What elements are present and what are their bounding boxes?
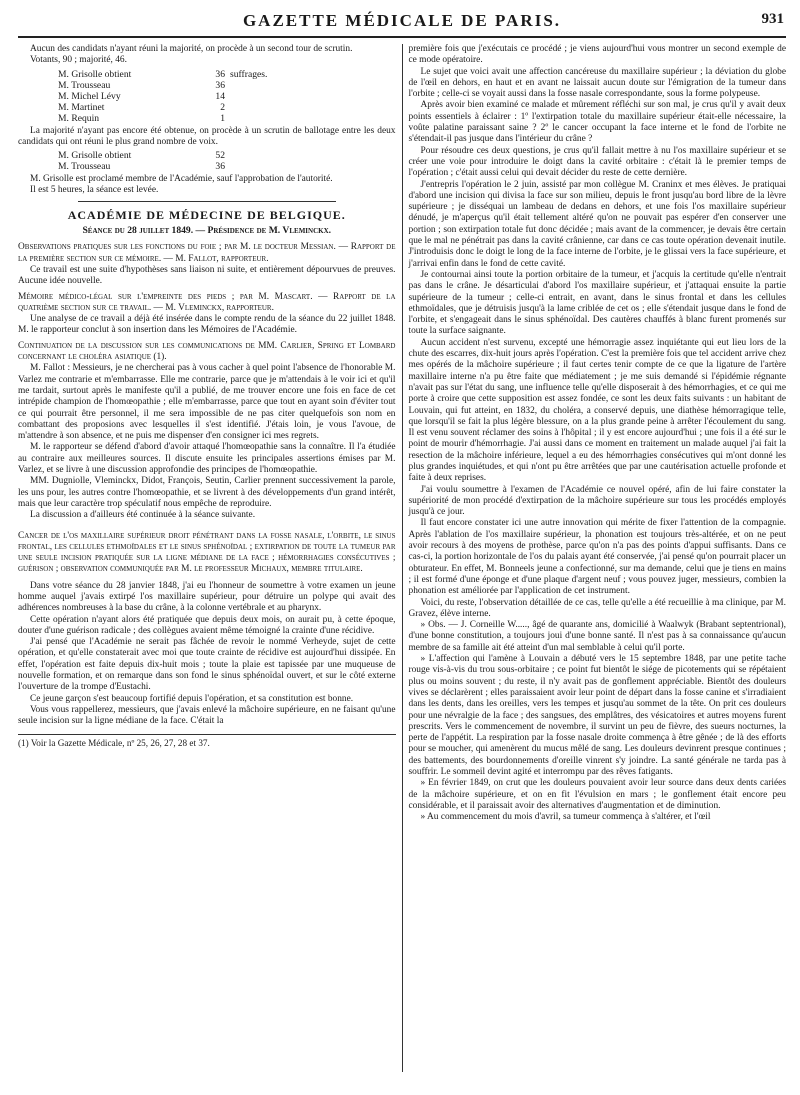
paragraph: Aucun accident n'est survenu, excepté une hémorragie assez inquiétante qui eut lieu lors de la chute des escarres, dix-huit jours après l'opération. C'est la première fois que tel accident arrive chez mes opérés de la mâchoire supérieure ; il faut certes tenir compte de ce que la ligature de l'artère maxillaire interne n'a pu être faite que médiatement ; je me suis demandé si l'épidémie régnante n'avait pas sur l'état du sang, une influence telle qu'elle disposerait à des hémorrhagies, et ce qui me porte à croire que cette supposition est assez fondée, ce sont les deux faits suivants : un habitant de Louvain, qui fut atteint, en 1832, du choléra, a conservé depuis, une diathèse hémorragique telle, que lorsqu'il se fait la plus légère blessure, on a la plus grande peine à arrêter l'écoulement du sang. Il est venu souvent réclamer des soins à l'hôpital ; il y est encore aujourd'hui ; une fois il a été sur le point de mourir d'hémorrhagie. J'ai aussi dans ce moment en traitement un malade auquel j'ai fait la resection de la mâchoire inférieure, lequel a eu des hémorrhagies consécutives qui m'ont donné les plus grandes inquiétudes, et qui n'ont pu être arrêtées que par une cautérisation actuelle profonde et faite à deux reprises. — [408, 337, 786, 484]
vote-row: M. Grisolle obtient 52 — [58, 150, 225, 162]
paragraph: » Obs. — J. Corneille W....., âgé de quarante ans, domicilié à Waalwyk (Brabant septentrional), d'une bonne constitution, a toujours joui d'une bonne santé. Il n'est pas à sa connaissance qu'aucun membre de sa famille ait été atteint d'un mal semblable à celui qu'il porte. — [408, 620, 786, 653]
vote-row: M. Grisolle obtient 36 suffrages. — [58, 68, 268, 80]
subsection-title: Mémoire médico-légal sur l'empreinte des pieds ; par M. Mascart. — Rapport de la quatrième section sur ce travail. — M. Vleminckx, rapporteur. — [18, 291, 396, 313]
page-number: 931 — [761, 11, 784, 27]
subsection-title: Cancer de l'os maxillaire supérieur droit pénétrant dans la fosse nasale, l'orbite, le sinus frontal, les cellules ethmoïdales et le sinus sphénoïdal ; extirpation de toute la tumeur par une seule incision pratiquée sur la ligne médiane de la face ; hémorrhagies consécutives ; guérison ; observation communiquée par M. le professeur Michaux, membre titulaire. — [18, 530, 396, 575]
paragraph: La majorité n'ayant pas encore été obtenue, on procède à un scrutin de ballotage entre les deux candidats qui ont réuni le plus grand nombre de voix. — [18, 125, 396, 147]
paragraph: Cette opération n'ayant alors été pratiquée que depuis deux mois, on aurait pu, à cette époque, douter d'une guérison radicale ; des collègues avaient même témoigné la crainte d'une récidive. — [18, 614, 396, 636]
academy-title: ACADÉMIE DE MÉDECINE DE BELGIQUE. — [67, 207, 346, 222]
paragraph: M. Fallot : Messieurs, je ne chercherai pas à vous cacher à quel point l'absence de l'honorable M. Varlez me contrarie et m'embarrasse. Elle me contrarie, parce que je m'attendais à le voir ici et qu'il me tardait, surtout après le manifeste qu'il a publié, de me trouver encore une fois en face de cet intrépide champion de l'homœopathie ; elle m'embarrasse, parce que tout en ayant soin d'éviter tout ce qui pourrait être personnel, il me sera impossible de ne pas citer quelquefois son nom en combattant des proposions avec lesquelles il s'est identifié. J'étais loin, je vous l'avoue, de m'attendre à son absence, et ne puis me dispenser d'en consigner ici mes regrets. — [18, 363, 396, 442]
vote-row: M. Trousseau 36 — [58, 79, 225, 91]
paragraph: Dans votre séance du 28 janvier 1848, j'ai eu l'honneur de soumettre à votre examen un jeune homme auquel j'avais extirpé l'os maxillaire supérieur, pour détruire un polype qui avait des adhérences nombreuses à la base du crâne, à la colonne vertébrale et au pharynx. — [18, 580, 396, 614]
paragraph: Après avoir bien examiné ce malade et mûrement réfléchi sur son mal, je crus qu'il y avait deux points essentiels à éclairer : 1º l'extirpation totale du maxillaire supérieur était-elle nécessaire, la voûte palatine paraissant saine ? 2º le cancer occupant la face interne et le fond de l'orbite ne s'étendait-il pas jusque dans l'intérieur du crâne ? — [408, 100, 786, 145]
paragraph: Ce jeune garçon s'est beaucoup fortifié depuis l'opération, et sa constitution est bonne. — [30, 693, 354, 704]
columns — [18, 44, 786, 1072]
session-heading: Séance du 28 juillet 1849. — Présidence de M. Vleminckx. — [82, 225, 332, 237]
section-divider — [78, 201, 336, 202]
paragraph: J'ai pensé que l'Académie ne serait pas fâchée de revoir le nommé Verheyde, sujet de cette opération, et qu'elle constaterait avec moi que toute crainte de récidive est aujourd'hui dissipée. En effet, l'opération est faite depuis dix-huit mois ; toute la plaie est tapissée par une muqueuse de nouvelle formation, et on remarque dans son fond le sinus sphénoïdal ouvert, et sur le côté externe l'ouverture de la trompe d'Eustachi. — [18, 637, 396, 693]
paragraph: » Au commencement du mois d'avril, sa tumeur commença à s'altérer, et l'œil — [420, 812, 711, 823]
newspaper-page — [18, 6, 786, 1086]
vote-row: M. Martinet 2 — [58, 101, 225, 113]
journal-title: GAZETTE MÉDICALE DE PARIS. — [242, 11, 562, 30]
vote-table-1 — [18, 69, 396, 124]
paragraph: Une analyse de ce travail a déjà été insérée dans le compte rendu de la séance du 22 juillet 1848. M. le rapporteur conclut à son insertion dans les Mémoires de l'Académie. — [18, 314, 396, 336]
votes-summary: Votants, 90 ; majorité, 46. — [30, 55, 127, 66]
paragraph: Il est 5 heures, la séance est levée. — [30, 185, 159, 196]
paragraph: Pour résoudre ces deux questions, je crus qu'il fallait mettre à nu l'os maxillaire supérieur et se créer une voie pour introduire le doigt dans la cavité orbitaire : c'était là le premier temps de l'opération ; c'était aussi celui qui devait décider du reste de cette dernière. — [408, 145, 786, 179]
paragraph: » L'affection qui l'amène à Louvain a débuté vers le 15 septembre 1848, par une petite tache rouge vis-à-vis du trou sous-orbitaire ; ce point fut bientôt le siége de picotements qui se répétaient plus ou moins souvent ; du reste, il n'y avait pas de gonflement appréciable. Bientôt des douleurs vives se déclarèrent ; elles paraissaient avoir leur point de départ dans la fosse canine et s'irradiaient dans les dents, dans les oreilles, vers les tempes et jusqu'au sommet de la tête. On prit ces douleurs pour une névralgie de la face ; des sangsues, des emplâtres, des vésicatoires et autres moyens furent prescrits. Vers le commencement de novembre, il survint un peu de fièvre, des sueurs nocturnes, la perte de l'appétit. La respiration par la fosse nasale droite commença à être gênée ; de là des efforts pour se moucher, qui amenèrent du mucus mêlé de sang. Les douleurs devinrent presque continues ; des battements, des bourdonnements d'oreille vinrent s'y joindre. La santé générale ne tarda pas à souffrir. Le sommeil devint agité et interrompu par des rêves fatigants. — [408, 654, 786, 777]
paragraph: MM. Dugniolle, Vleminckx, Didot, François, Seutin, Carlier prennent successivement la parole, les uns pour, les autres contre l'homœopathie, et se livrent à des développements d'un grand intérêt, mais que leur caractère trop spéculatif nous empêche de reproduire. — [18, 476, 396, 509]
paragraph: M. Grisolle est proclamé membre de l'Académie, sauf l'approbation de l'autorité. — [30, 174, 333, 185]
paragraph: » En février 1849, on crut que les douleurs pouvaient avoir leur source dans deux dents cariées de la mâchoire supérieure, et on en fit l'évulsion en mars ; le gonflement était encore peu considérable, et il paraissait avoir des alternatives d'augmentation et de diminution. — [408, 778, 786, 811]
paragraph: Le sujet que voici avait une affection cancéreuse du maxillaire supérieur ; la déviation du globe de l'œil en dehors, en haut et en avant ne laissait aucun doute sur l'émigration de la tumeur dans l'orbite ; celle-ci se voyait aussi dans la fosse nasale correspondante, sous la forme polypeuse. — [408, 66, 786, 100]
vote-table-2 — [18, 150, 396, 172]
paragraph: La discussion a d'ailleurs été continuée à la séance suivante. — [30, 510, 256, 521]
paragraph: Il faut encore constater ici une autre innovation qui mérite de fixer l'attention de la compagnie. Après l'ablation de l'os maxillaire supérieur, la phonation est toujours très-altérée, et on ne peut avoir recours à des moyens de prothèse, parce qu'on n'a pas des points d'appui suffisants. Dans ce cas-ci, la portion horizontale de l'os du palais ayant été conservée, j'ai pensé qu'on pourrait placer un obturateur. En effet, M. Bonneels jeune a confectionné, sur ma demande, celui que je tiens en mains ; il est formé d'une éponge et d'une plaque d'argent neuf ; vous pouvez juger, messieurs, combien la phonation est améliorée par l'application de cet instrument. — [408, 518, 786, 597]
paragraph: J'ai voulu soumettre à l'examen de l'Académie ce nouvel opéré, afin de lui faire constater la supériorité de mon procédé d'extirpation de la mâchoire supérieure sur tous les procédés employés jusqu'à ce jour. — [408, 484, 786, 518]
vote-row: M. Requin 1 — [58, 112, 225, 124]
subsection-title: Observations pratiques sur les fonctions du foie ; par M. le docteur Messian. — Rapport de la première section sur ce mémoire. — M. Fallot, rapporteur. — [18, 242, 396, 264]
footnote: (1) Voir la Gazette Médicale, nº 25, 26, 27, 28 et 37. — [18, 734, 396, 749]
right-column — [403, 44, 787, 1072]
subsection-title: Continuation de la discussion sur les communications de MM. Carlier, Spring et Lombard concernant le choléra asiatique (1). — [18, 340, 396, 363]
paragraph: Vous vous rappellerez, messieurs, que j'avais enlevé la mâchoire supérieure, en ne faisant qu'une seule incision sur la ligne médiane de la face. C'était la — [18, 704, 396, 727]
paragraph: Ce travail est une suite d'hypothèses sans liaison ni suite, et entièrement dépourvues de preuves. Aucune idée nouvelle. — [18, 264, 396, 287]
paragraph: M. le rapporteur se défend d'abord d'avoir attaqué l'homœopathie sans la connaître. Il l'a étudiée au contraire aux meilleures sources. Il discute ensuite les principales assertions émises par M. Varlez, et se livre à une discussion approfondie des principes de l'homœopathie. — [18, 442, 396, 476]
vote-row: M. Trousseau 36 — [58, 161, 225, 173]
paragraph: Aucun des candidats n'ayant réuni la majorité, on procède à un second tour de scrutin. — [30, 44, 353, 54]
left-column — [18, 44, 403, 1072]
paragraph: J'entrepris l'opération le 2 juin, assisté par mon collègue M. Craninx et mes élèves. Je pratiquai d'abord une incision qui divisa la face sur son milieu, depuis le front jusqu'au bord libre de la lèvre supérieure ; je disséquai un lambeau de dedans en dehors, et une fois l'os maxillaire supérieur dénudé, je m'aperçus qu'il était tellement altéré qu'on ne pouvait pas espérer d'en conserver une portion ; son extirpation totale fut donc décidée ; mais avant de la commencer, je devais être certain que le mal ne pénétrait pas dans la cavité crânienne, car dans ce cas toute opération devenait inutile. J'introduisis donc le doigt le long de la face interne de l'orbite, je le glissai vers la face supérieure, et j'arrivai enfin dans le fond de cette cavité. — [408, 179, 786, 269]
paragraph: première fois que j'exécutais ce procédé ; je viens aujourd'hui vous montrer un second exemple de ce mode opératoire. — [408, 44, 786, 66]
page-header — [18, 6, 786, 38]
paragraph: Je contournai ainsi toute la portion orbitaire de la tumeur, et j'acquis la certitude qu'elle n'entrait pas dans le crâne. Je désarticulai d'abord l'os maxillaire supérieur, et j'attaquai ensuite la partie supérieure de la tumeur ; celle-ci entrait, en avant, dans le sinus frontal et dans les cellules ethmoïdales, que je détruisis jusqu'à la lame criblée de cet os ; elle s'étendait jusque dans le fond de l'orbite, et s'engageait dans le sinus sphénoïdal. Des cautères chauffés à blanc furent promenés sur toute la surface saignante. — [408, 269, 786, 337]
vote-row: M. Michel Lévy 14 — [58, 90, 225, 102]
paragraph: Voici, du reste, l'observation détaillée de ce cas, telle qu'elle a été recueillie à ma clinique, par M. Gravez, élève interne. — [408, 597, 786, 619]
